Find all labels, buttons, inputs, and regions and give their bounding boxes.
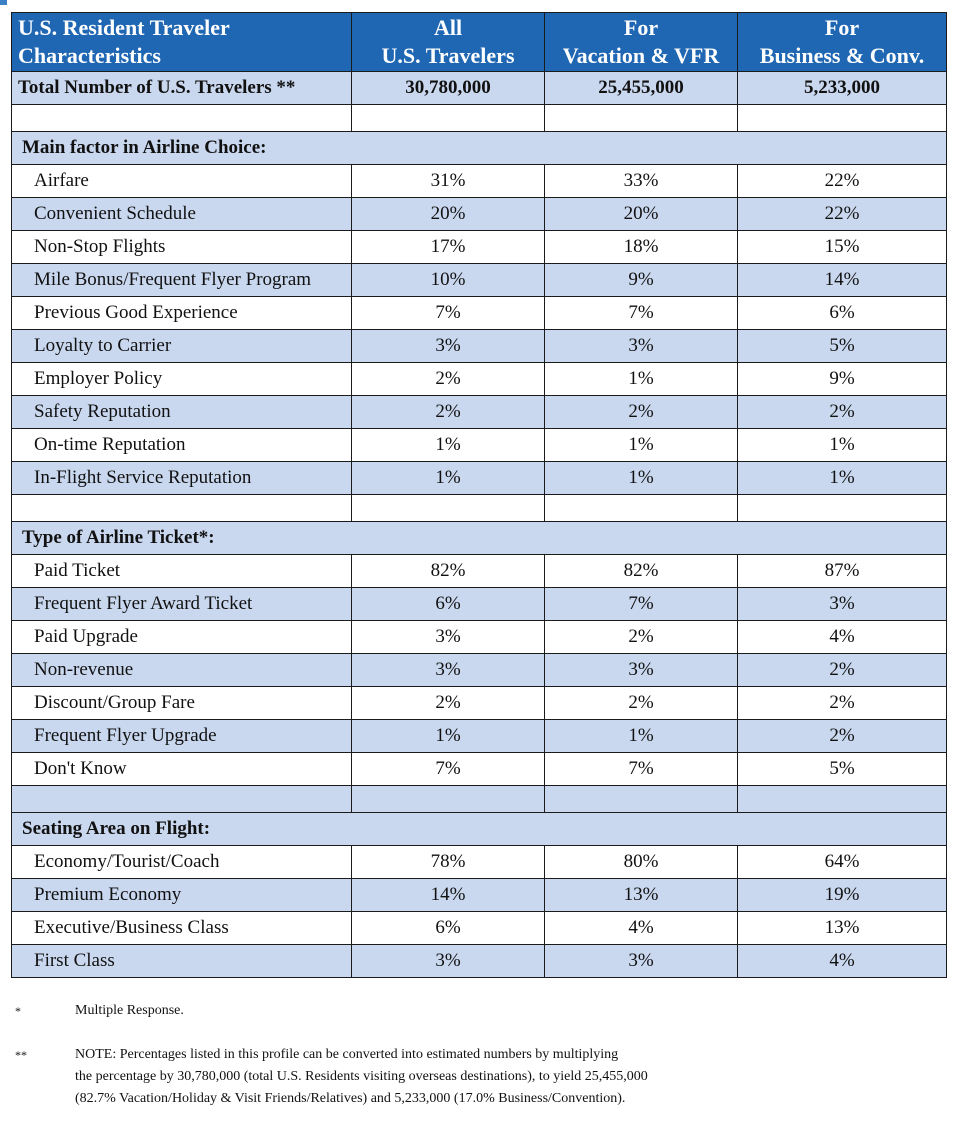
table-row <box>12 720 947 753</box>
row-label: In-Flight Service Reputation <box>12 462 352 495</box>
footnote-text: (82.7% Vacation/Holiday & Visit Friends/Relatives) and 5,233,000 (17.0% Business/Convention). <box>75 1091 626 1106</box>
row-value: 5% <box>738 753 947 786</box>
row-value: 7% <box>352 297 545 330</box>
footnote-mark: * <box>15 1004 21 1018</box>
row-value: 80% <box>545 846 738 879</box>
header-vacation-vfr: For Vacation & VFR <box>545 13 738 72</box>
row-value: 2% <box>545 687 738 720</box>
row-value: 1% <box>545 720 738 753</box>
row-value: 1% <box>352 429 545 462</box>
spacer-cell <box>545 786 738 813</box>
row-label: Frequent Flyer Upgrade <box>12 720 352 753</box>
traveler-characteristics-table <box>11 12 947 978</box>
table-row <box>12 198 947 231</box>
row-value: 1% <box>545 429 738 462</box>
footnote-text: NOTE: Percentages listed in this profile can be converted into estimated numbers by multiplying <box>75 1047 619 1062</box>
row-value: 64% <box>738 846 947 879</box>
row-label: Employer Policy <box>12 363 352 396</box>
footnote-text: Multiple Response. <box>75 1003 184 1018</box>
row-value: 2% <box>738 654 947 687</box>
row-label: Safety Reputation <box>12 396 352 429</box>
row-value: 20% <box>545 198 738 231</box>
row-value: 19% <box>738 879 947 912</box>
spacer-cell <box>352 105 545 132</box>
row-value: 7% <box>545 588 738 621</box>
row-value: 2% <box>352 687 545 720</box>
total-label: Total Number of U.S. Travelers ** <box>12 72 352 105</box>
row-value: 6% <box>352 912 545 945</box>
row-value: 6% <box>352 588 545 621</box>
row-value: 14% <box>352 879 545 912</box>
table-row <box>12 363 947 396</box>
total-travelers-row <box>12 72 947 105</box>
header-characteristics: U.S. Resident Traveler Characteristics <box>12 13 352 72</box>
spacer-cell <box>12 105 352 132</box>
row-value: 1% <box>738 462 947 495</box>
row-label: Mile Bonus/Frequent Flyer Program <box>12 264 352 297</box>
row-value: 3% <box>738 588 947 621</box>
spacer-row <box>12 495 947 522</box>
total-value-business: 5,233,000 <box>738 72 947 105</box>
section-title: Type of Airline Ticket*: <box>12 522 947 555</box>
table-row <box>12 654 947 687</box>
section-header-row <box>12 132 947 165</box>
row-value: 2% <box>352 363 545 396</box>
row-value: 7% <box>545 297 738 330</box>
row-value: 2% <box>545 396 738 429</box>
row-value: 4% <box>738 621 947 654</box>
row-value: 1% <box>545 462 738 495</box>
spacer-cell <box>545 495 738 522</box>
table-row <box>12 621 947 654</box>
table-row <box>12 297 947 330</box>
row-value: 7% <box>352 753 545 786</box>
row-value: 82% <box>545 555 738 588</box>
row-value: 15% <box>738 231 947 264</box>
section-title: Seating Area on Flight: <box>12 813 947 846</box>
table-row <box>12 753 947 786</box>
row-value: 10% <box>352 264 545 297</box>
row-value: 3% <box>545 330 738 363</box>
row-value: 17% <box>352 231 545 264</box>
row-value: 22% <box>738 165 947 198</box>
row-value: 2% <box>738 396 947 429</box>
row-value: 3% <box>352 945 545 978</box>
row-value: 3% <box>352 621 545 654</box>
row-label: Non-revenue <box>12 654 352 687</box>
section-title: Main factor in Airline Choice: <box>12 132 947 165</box>
row-value: 2% <box>545 621 738 654</box>
row-label: Previous Good Experience <box>12 297 352 330</box>
row-value: 78% <box>352 846 545 879</box>
table-row <box>12 264 947 297</box>
row-label: First Class <box>12 945 352 978</box>
row-value: 3% <box>545 945 738 978</box>
corner-accent-mark <box>0 0 7 5</box>
table-row <box>12 588 947 621</box>
row-label: Economy/Tourist/Coach <box>12 846 352 879</box>
table-row <box>12 429 947 462</box>
footnote-text: the percentage by 30,780,000 (total U.S. Residents visiting overseas destinations), to yield 25,455,000 <box>75 1069 648 1084</box>
row-label: Paid Ticket <box>12 555 352 588</box>
row-value: 9% <box>545 264 738 297</box>
spacer-cell <box>352 495 545 522</box>
row-value: 14% <box>738 264 947 297</box>
row-value: 5% <box>738 330 947 363</box>
row-value: 22% <box>738 198 947 231</box>
row-label: Don't Know <box>12 753 352 786</box>
spacer-cell <box>12 495 352 522</box>
row-label: Frequent Flyer Award Ticket <box>12 588 352 621</box>
row-label: Premium Economy <box>12 879 352 912</box>
row-value: 9% <box>738 363 947 396</box>
row-value: 7% <box>545 753 738 786</box>
row-value: 82% <box>352 555 545 588</box>
table-row <box>12 945 947 978</box>
row-value: 87% <box>738 555 947 588</box>
spacer-cell <box>12 786 352 813</box>
row-value: 1% <box>545 363 738 396</box>
row-value: 1% <box>738 429 947 462</box>
row-value: 6% <box>738 297 947 330</box>
row-value: 20% <box>352 198 545 231</box>
total-value-all: 30,780,000 <box>352 72 545 105</box>
footnote-mark: ** <box>15 1048 27 1062</box>
row-label: Executive/Business Class <box>12 912 352 945</box>
table-row <box>12 396 947 429</box>
spacer-cell <box>545 105 738 132</box>
spacer-cell <box>738 786 947 813</box>
table-row <box>12 330 947 363</box>
row-label: Paid Upgrade <box>12 621 352 654</box>
row-value: 2% <box>352 396 545 429</box>
table-row <box>12 912 947 945</box>
row-value: 2% <box>738 687 947 720</box>
table-row <box>12 687 947 720</box>
section-header-row <box>12 522 947 555</box>
spacer-cell <box>738 105 947 132</box>
row-value: 13% <box>738 912 947 945</box>
row-value: 1% <box>352 720 545 753</box>
table-row <box>12 555 947 588</box>
spacer-row <box>12 105 947 132</box>
row-value: 33% <box>545 165 738 198</box>
table-row <box>12 462 947 495</box>
row-label: Non-Stop Flights <box>12 231 352 264</box>
total-value-vacation: 25,455,000 <box>545 72 738 105</box>
header-business-conv: For Business & Conv. <box>738 13 947 72</box>
row-value: 3% <box>352 654 545 687</box>
row-label: Loyalty to Carrier <box>12 330 352 363</box>
table-row <box>12 231 947 264</box>
spacer-cell <box>352 786 545 813</box>
spacer-row <box>12 786 947 813</box>
row-label: Discount/Group Fare <box>12 687 352 720</box>
row-value: 1% <box>352 462 545 495</box>
row-label: On-time Reputation <box>12 429 352 462</box>
row-value: 2% <box>738 720 947 753</box>
spacer-cell <box>738 495 947 522</box>
row-label: Airfare <box>12 165 352 198</box>
row-label: Convenient Schedule <box>12 198 352 231</box>
table-row <box>12 879 947 912</box>
row-value: 4% <box>545 912 738 945</box>
row-value: 13% <box>545 879 738 912</box>
row-value: 4% <box>738 945 947 978</box>
table-header-row <box>12 13 947 72</box>
row-value: 18% <box>545 231 738 264</box>
section-header-row <box>12 813 947 846</box>
table-row <box>12 846 947 879</box>
row-value: 3% <box>545 654 738 687</box>
header-all-travelers: All U.S. Travelers <box>352 13 545 72</box>
row-value: 3% <box>352 330 545 363</box>
row-value: 31% <box>352 165 545 198</box>
table-row <box>12 165 947 198</box>
